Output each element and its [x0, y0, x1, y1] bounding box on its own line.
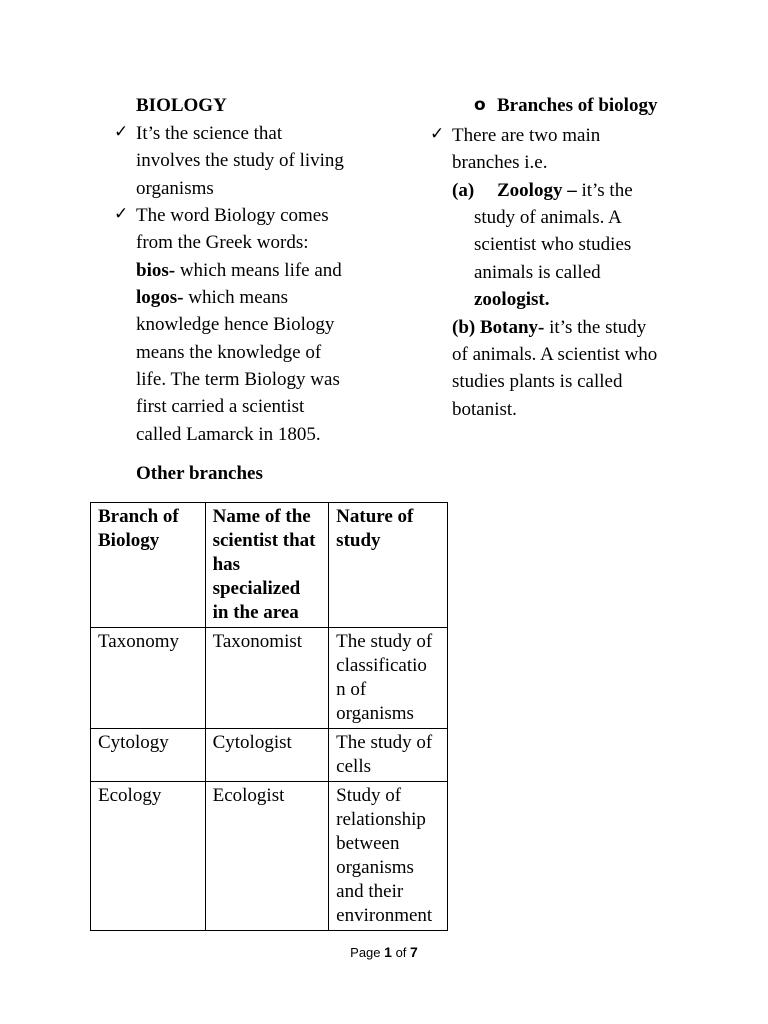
- table-row: [91, 729, 448, 782]
- table-cell: Cytologist: [205, 729, 329, 782]
- table-cell: Ecology: [91, 782, 206, 931]
- bullet-text: called Lamarck in 1805.: [136, 424, 321, 445]
- list-label: (a): [452, 180, 475, 201]
- term-bios: bios-: [136, 260, 176, 281]
- table-header-row: [91, 503, 448, 628]
- bullet-text: bios- which means life and: [136, 260, 342, 281]
- bullet-text: organisms: [136, 178, 214, 199]
- footer-total-pages: 7: [410, 944, 418, 960]
- bullet-text: There are two main: [452, 125, 601, 146]
- checkmark-icon: ✓: [114, 204, 129, 224]
- table-header-cell: Branch of Biology: [91, 503, 206, 628]
- bullet-text: The word Biology comes: [136, 205, 329, 226]
- page-footer: [0, 944, 768, 960]
- term-zoology: Zoology –: [497, 180, 577, 201]
- bullet-text: life. The term Biology was: [136, 369, 340, 390]
- bullet-text: scientist who studies: [474, 234, 632, 255]
- bullet-text: branches i.e.: [452, 152, 548, 173]
- bullet-text: (b) Botany- it’s the study: [452, 317, 647, 338]
- bullet-text: first carried a scientist: [136, 396, 305, 417]
- bullet-text: animals is called: [474, 262, 601, 283]
- footer-current-page: 1: [384, 944, 392, 960]
- bullet-text: It’s the science that: [136, 123, 283, 144]
- checkmark-icon: ✓: [114, 122, 129, 142]
- table-cell: Taxonomist: [205, 628, 329, 729]
- table-row: [91, 628, 448, 729]
- checkmark-icon: ✓: [430, 124, 445, 144]
- table-cell: Study of relationship between organisms and their environment: [329, 782, 448, 931]
- table-cell: The study of classificatio n of organisms: [329, 628, 448, 729]
- term-botany: (b) Botany-: [452, 317, 545, 338]
- bullet-text: from the Greek words:: [136, 232, 309, 253]
- bullet-text: of animals. A scientist who: [452, 344, 658, 365]
- footer-of-word: of: [395, 945, 407, 960]
- bullet-text: involves the study of living: [136, 150, 344, 171]
- branches-table: [90, 502, 448, 931]
- circle-bullet-icon: o: [474, 95, 486, 115]
- footer-page-word: Page: [350, 945, 381, 960]
- bullet-text: Zoology – it’s the: [497, 180, 633, 201]
- bullet-text: studies plants is called: [452, 371, 623, 392]
- table-cell: Cytology: [91, 729, 206, 782]
- bullet-text: study of animals. A: [474, 207, 622, 228]
- table-header-cell: Nature of study: [329, 503, 448, 628]
- page-title: BIOLOGY: [136, 95, 227, 116]
- table-row: [91, 782, 448, 931]
- table-header-cell: Name of the scientist that has specialized in the area: [205, 503, 329, 628]
- bullet-text: logos- which means: [136, 287, 288, 308]
- section-heading: Other branches: [136, 463, 263, 484]
- term-zoologist: zoologist.: [474, 289, 550, 310]
- section-heading: Branches of biology: [497, 95, 658, 116]
- table-cell: Taxonomy: [91, 628, 206, 729]
- bullet-text: means the knowledge of: [136, 342, 322, 363]
- term-logos: logos-: [136, 287, 184, 308]
- bullet-text: knowledge hence Biology: [136, 314, 335, 335]
- bullet-text: botanist.: [452, 399, 517, 420]
- table-cell: Ecologist: [205, 782, 329, 931]
- table-cell: The study of cells: [329, 729, 448, 782]
